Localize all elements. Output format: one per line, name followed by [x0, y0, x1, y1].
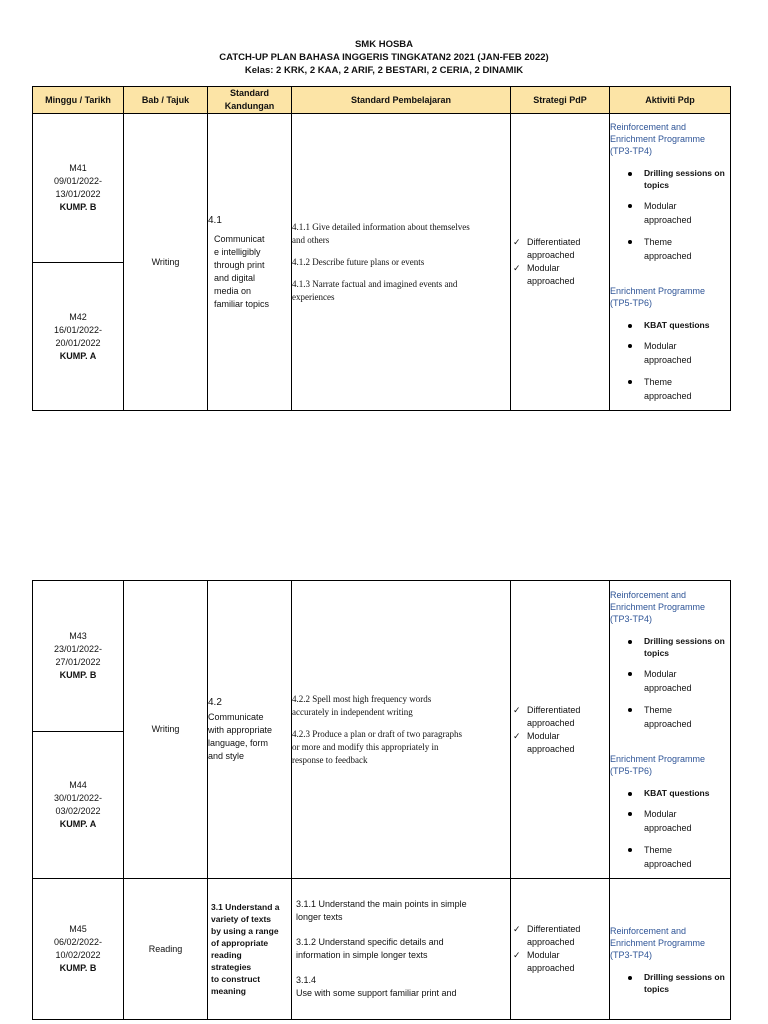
bullet-icon — [628, 792, 632, 796]
topic-cell: Writing — [124, 114, 208, 411]
col-aktiviti: Aktiviti Pdp — [610, 87, 731, 114]
standard-kandungan-cell: 4.2 Communicate with appropriate language, form and style — [208, 581, 292, 879]
list-item: KBAT questions — [610, 787, 730, 799]
enrichment-programme-label: Enrichment Programme (TP5-TP6) — [610, 286, 706, 308]
week-cell-m42: M42 16/01/2022- 20/01/2022 KUMP. A — [33, 263, 124, 411]
list-item: KBAT questions — [610, 319, 730, 331]
list-item: Modular approached — [610, 667, 730, 695]
col-minggu: Minggu / Tarikh — [33, 87, 124, 114]
plan-table-1 — [32, 86, 731, 411]
bullet-icon — [628, 324, 632, 328]
school-name: SMK HOSBA — [354, 39, 414, 50]
col-standard-kandungan: Standard Kandungan — [208, 87, 292, 114]
week-cell-m43: M43 23/01/2022- 27/01/2022 KUMP. B — [33, 581, 124, 732]
activity-cell — [610, 581, 731, 879]
bullet-icon — [628, 672, 632, 676]
class-list: Kelas: 2 KRK, 2 KAA, 2 ARIF, 2 BESTARI, 2 CERIA, 2 DINAMIK — [244, 65, 524, 76]
standard-kandungan-cell: 4.1 Communicat e intelligibly through print and digital media on familiar topics — [208, 114, 292, 411]
check-icon: ✓ — [513, 950, 521, 960]
reinforcement-programme-label: Reinforcement and Enrichment Programme (TP3-TP4) — [610, 122, 706, 156]
bullet-icon — [628, 240, 632, 244]
bullet-icon — [628, 640, 632, 644]
list-item: Theme approached — [610, 703, 730, 731]
table-row — [33, 114, 731, 263]
activity-cell — [610, 114, 731, 411]
standard-pembelajaran-cell: 4.2.2 Spell most high frequency words accurately in independent writing 4.2.3 Produce a plan or draft of two paragraphs or more and modify this appropriately in response to feedback — [292, 581, 511, 879]
table-header-row — [33, 87, 731, 114]
strategy-cell: ✓ Differentiated approached ✓ Modular approached — [511, 581, 610, 879]
check-icon: ✓ — [513, 237, 521, 247]
topic-cell: Reading — [124, 879, 208, 1020]
table-row — [33, 879, 731, 1020]
col-bab: Bab / Tajuk — [124, 87, 208, 114]
list-item: Theme approached — [610, 843, 730, 871]
reinforcement-programme-label: Reinforcement and Enrichment Programme (TP3-TP4) — [610, 589, 706, 624]
check-icon: ✓ — [513, 263, 521, 273]
bullet-icon — [628, 380, 632, 384]
strategy-cell: ✓ Differentiated approached ✓ Modular approached — [511, 879, 610, 1020]
bullet-icon — [628, 344, 632, 348]
plan-table-2 — [32, 580, 731, 1020]
strategy-cell: ✓ Differentiated approached ✓ Modular approached — [511, 114, 610, 411]
bullet-icon — [628, 204, 632, 208]
col-strategi: Strategi PdP — [511, 87, 610, 114]
col-standard-pembelajaran: Standard Pembelajaran — [292, 87, 511, 114]
standard-kandungan-cell: 3.1 Understand a variety of texts by using a range of appropriate reading strategies to construct meaning — [208, 879, 292, 1020]
bullet-icon — [628, 812, 632, 816]
list-item: Drilling sessions on topics — [610, 635, 730, 659]
list-item: Modular approached — [610, 807, 730, 835]
bullet-icon — [628, 172, 632, 176]
list-item: Drilling sessions on topics — [610, 167, 730, 191]
enrichment-programme-label: Enrichment Programme (TP5-TP6) — [610, 753, 706, 776]
list-item: Modular approached — [610, 199, 730, 227]
bullet-icon — [628, 848, 632, 852]
list-item: Theme approached — [610, 235, 730, 263]
activity-cell — [610, 879, 731, 1020]
standard-pembelajaran-cell: 3.1.1 Understand the main points in simple longer texts 3.1.2 Understand specific details and information in simple longer texts 3.1.4 Use with some support familiar print and — [292, 879, 511, 1020]
week-cell-m45: M45 06/02/2022- 10/02/2022 KUMP. B — [33, 879, 124, 1020]
week-cell-m41: M41 09/01/2022- 13/01/2022 KUMP. B — [33, 114, 124, 263]
check-icon: ✓ — [513, 924, 521, 934]
topic-cell: Writing — [124, 581, 208, 879]
standard-pembelajaran-cell: 4.1.1 Give detailed information about themselves and others 4.1.2 Describe future plans or events 4.1.3 Narrate factual and imagined events and experiences — [292, 114, 511, 411]
list-item: Modular approached — [610, 339, 730, 367]
reinforcement-programme-label: Reinforcement and Enrichment Programme (TP3-TP4) — [610, 926, 706, 960]
document-title: CATCH-UP PLAN BAHASA INGGERIS TINGKATAN2 2021 (JAN-FEB 2022) — [219, 52, 549, 63]
list-item: Drilling sessions on topics — [610, 971, 730, 995]
bullet-icon — [628, 976, 632, 980]
list-item: Theme approached — [610, 375, 730, 403]
check-icon: ✓ — [513, 730, 521, 741]
week-cell-m44: M44 30/01/2022- 03/02/2022 KUMP. A — [33, 732, 124, 879]
bullet-icon — [628, 708, 632, 712]
table-row — [33, 581, 731, 732]
check-icon: ✓ — [513, 704, 521, 715]
